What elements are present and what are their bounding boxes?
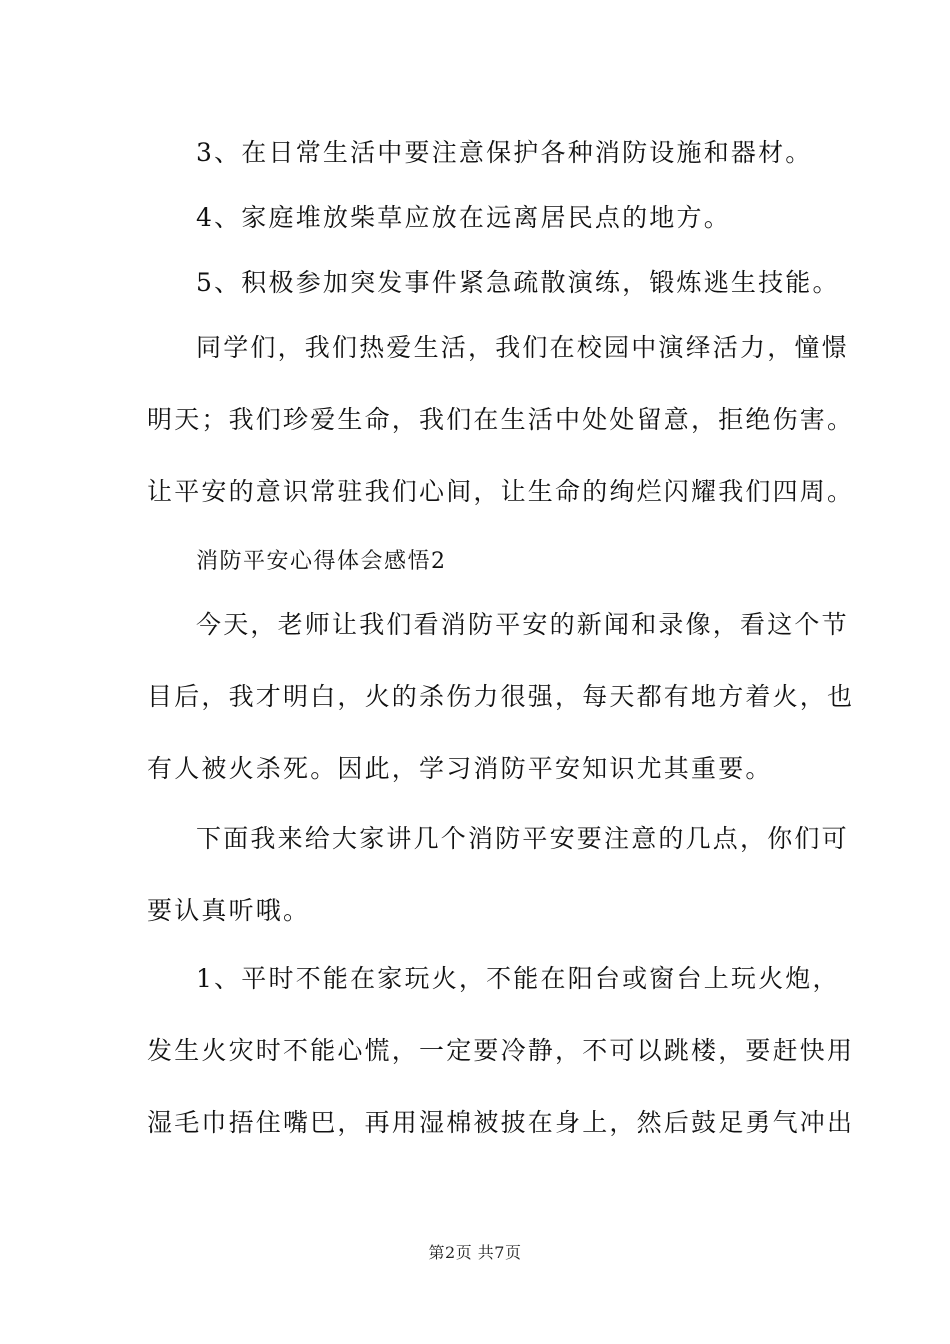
page-footer: 第2页 共7页 [428, 1243, 522, 1262]
paragraph-line: 同学们，我们热爱生活，我们在校园中演绎活力，憧憬 [196, 333, 849, 362]
section-heading: 消防平安心得体会感悟2 [196, 549, 447, 574]
paragraph-line: 让平安的意识常驻我们心间，让生命的绚烂闪耀我们四周。 [147, 477, 855, 506]
list-item-3: 3、在日常生活中要注意保护各种消防设施和器材。 [196, 138, 813, 167]
paragraph-line: 湿毛巾捂住嘴巴，再用湿棉被披在身上，然后鼓足勇气冲出 [147, 1108, 855, 1137]
list-item-4: 4、家庭堆放柴草应放在远离居民点的地方。 [196, 203, 731, 232]
paragraph-line: 有人被火杀死。因此，学习消防平安知识尤其重要。 [147, 754, 773, 783]
paragraph-line: 目后，我才明白，火的杀伤力很强，每天都有地方着火，也 [147, 682, 855, 711]
list-item-1: 1、平时不能在家玩火，不能在阳台或窗台上玩火炮， [196, 964, 840, 993]
list-item-5: 5、积极参加突发事件紧急疏散演练，锻炼逃生技能。 [196, 268, 840, 297]
paragraph-line: 要认真听哦。 [147, 896, 311, 925]
paragraph-line: 明天；我们珍爱生命，我们在生活中处处留意，拒绝伤害。 [147, 405, 855, 434]
paragraph-line: 下面我来给大家讲几个消防平安要注意的几点，你们可 [196, 824, 849, 853]
paragraph-line: 今天，老师让我们看消防平安的新闻和录像，看这个节 [196, 610, 849, 639]
paragraph-line: 发生火灾时不能心慌，一定要冷静，不可以跳楼，要赶快用 [147, 1036, 855, 1065]
